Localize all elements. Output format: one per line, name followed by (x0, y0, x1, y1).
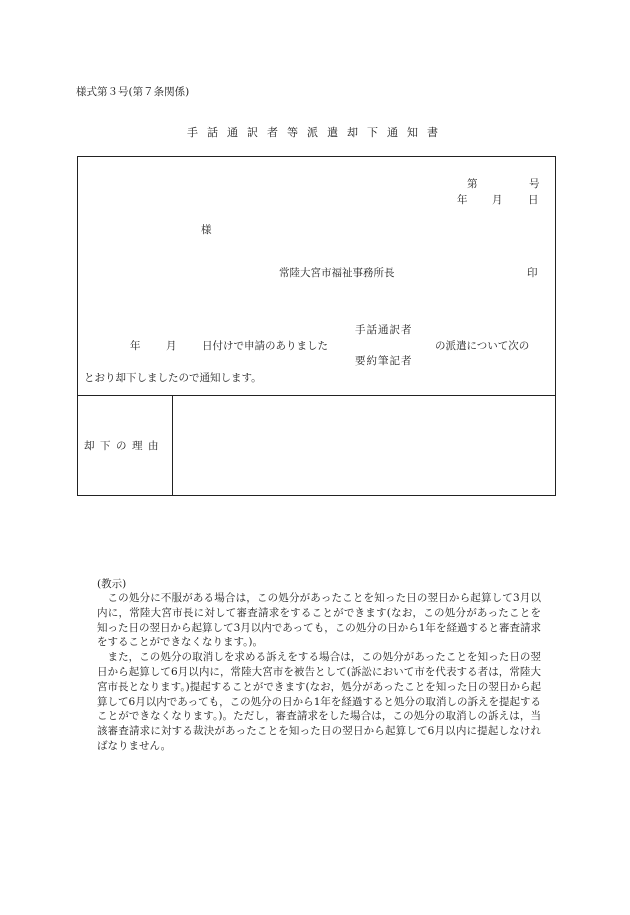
notice-body (97, 591, 541, 754)
date-day: 日 (528, 194, 539, 206)
request-month: 月 (166, 340, 177, 352)
option-interpreter: 手話通訳者 (355, 324, 413, 336)
dispatch-text: の派遣について次の (435, 340, 530, 352)
seal-mark: 印 (527, 267, 538, 279)
date-month: 月 (492, 194, 503, 206)
issuer-name: 常陸大宮市福祉事務所長 (279, 267, 395, 279)
request-year: 年 (130, 340, 141, 352)
notice-paragraph: また，この処分の取消しを求める訴えをする場合は，この処分があったことを知った日の翌日から起算して6月以内に，常陸大宮市を被告として(訴訟において市を代表する者は，常陸大宮市長となります。)提起することができます(なお，処分があったことを知った日の翌日から起算して6月以内であっても，この処分の日から1年を経過すると処分の取消しの訴えを提起することができなくなります。)。ただし，審査請求をした場合は，この処分の取消しの訴えは，当該審査請求に対する裁決があったことを知った日の翌日から起算して6月以内に提起しなければなりません。 (97, 651, 541, 752)
option-summarizer: 要約筆記者 (355, 355, 413, 367)
form-id: 様式第３号(第７条関係) (76, 86, 190, 98)
document-title: 手話通訳者等派遣却下通知書 (187, 126, 447, 139)
reason-row-divider (77, 395, 556, 396)
rejection-reason-label: 却下の理由 (84, 440, 164, 452)
notice-paragraph: この処分に不服がある場合は，この処分があったことを知った日の翌日から起算して3月以内に，常陸大宮市長に対して審査請求をすることができます(なお，この処分があったことを知った日の翌日から起算して3月以内であっても，この処分の日から1年を経過すると審査請求をすることができなくなります。)。 (97, 592, 541, 649)
number-prefix: 第 (467, 178, 478, 190)
rejection-statement: とおり却下しましたので通知します。 (84, 372, 262, 384)
reason-column-divider (172, 395, 173, 496)
date-year: 年 (457, 194, 468, 206)
number-suffix: 号 (529, 178, 540, 190)
request-dated-text: 日付けで申請のありました (202, 340, 328, 352)
notice-title: (教示) (97, 578, 127, 590)
addressee-suffix: 様 (201, 224, 212, 236)
